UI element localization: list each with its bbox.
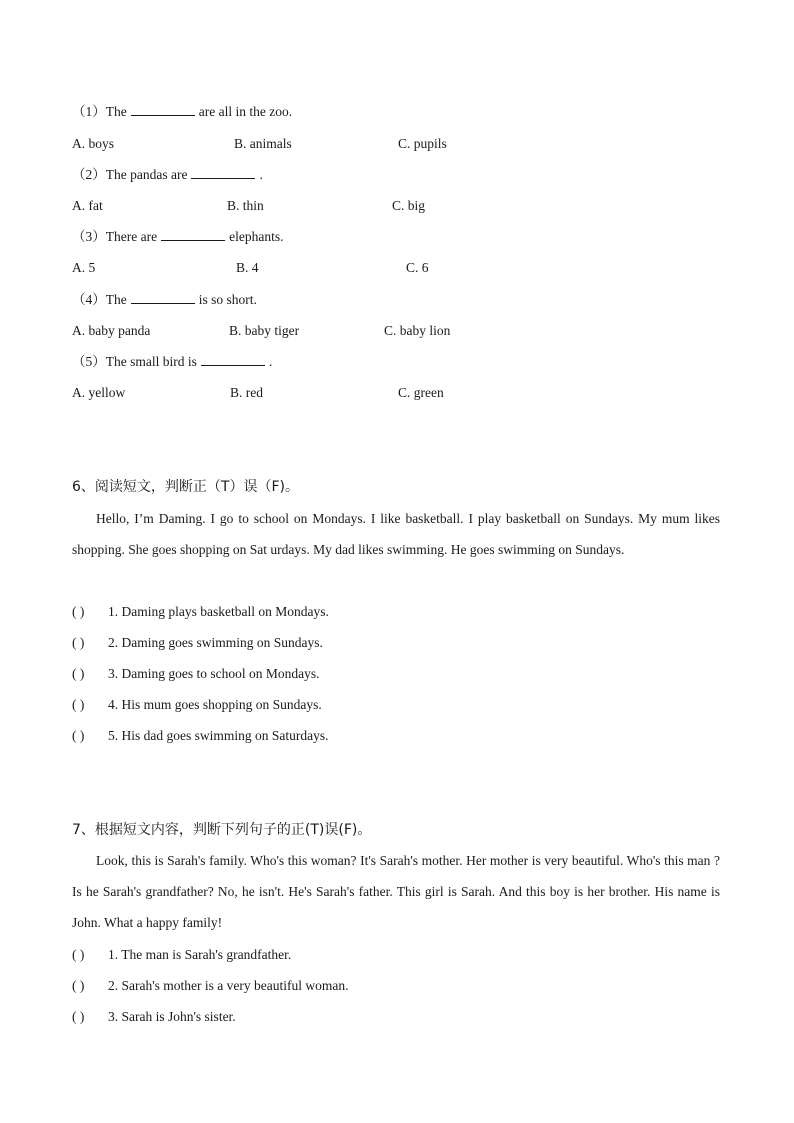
option-b: B. baby tiger (229, 323, 300, 338)
question-5 (72, 353, 272, 371)
tf-item (72, 603, 329, 621)
option-c: C. green (398, 385, 444, 400)
answer-blank (131, 103, 195, 116)
option-a: A. yellow (72, 385, 126, 400)
question-text-start: The pandas are (105, 167, 188, 182)
question-text-end: . (268, 354, 273, 369)
section-6-passage (72, 503, 720, 565)
answer-blank (131, 291, 195, 304)
statement-text: 2. Sarah's mother is a very beautiful woman. (108, 978, 349, 993)
statement-text: 3. Sarah is John's sister. (108, 1009, 236, 1024)
question-2 (72, 166, 263, 184)
answer-parentheses: ( ) (72, 947, 85, 962)
answer-parentheses: ( ) (72, 1009, 85, 1024)
tf-item (72, 727, 329, 745)
question-number: （4） (72, 292, 106, 307)
question-text-start: The (105, 292, 127, 307)
passage-text: Look, this is Sarah's family. Who's this woman? It's Sarah's mother. Her mother is very beautiful. Who's this man ? Is he Sarah's grandfather? No, he isn't. He's Sarah's father. This girl is Sarah. And this boy is her brother. His name is John. What a happy family! (72, 853, 720, 930)
option-a: A. 5 (72, 260, 96, 275)
option-c: C. baby lion (384, 323, 451, 338)
question-4 (72, 291, 257, 309)
answer-parentheses: ( ) (72, 697, 85, 712)
question-text-start: There are (105, 229, 158, 244)
answer-blank (191, 166, 255, 179)
question-text-start: The small bird is (105, 354, 197, 369)
section-7-passage (72, 845, 720, 938)
question-3 (72, 228, 283, 246)
answer-parentheses: ( ) (72, 978, 85, 993)
option-c: C. big (392, 198, 426, 213)
option-b: B. 4 (236, 260, 259, 275)
option-b: B. animals (234, 136, 292, 151)
statement-text: 3. Daming goes to school on Mondays. (108, 666, 320, 681)
question-text-end: is so short. (198, 292, 257, 307)
answer-blank (201, 353, 265, 366)
question-number: （3） (72, 229, 106, 244)
option-a: A. fat (72, 198, 103, 213)
statement-text: 1. Daming plays basketball on Mondays. (108, 604, 329, 619)
tf-item (72, 665, 320, 683)
answer-parentheses: ( ) (72, 635, 85, 650)
question-number: （2） (72, 167, 106, 182)
question-number: （5） (72, 354, 106, 369)
tf-item (72, 696, 322, 714)
tf-item (72, 977, 349, 995)
section-7-heading: 7、根据短文内容，判断下列句子的正(T)误(F)。 (72, 822, 372, 838)
question-1 (72, 103, 292, 121)
statement-text: 2. Daming goes swimming on Sundays. (108, 635, 323, 650)
question-text-end: elephants. (229, 229, 284, 244)
option-a: A. baby panda (72, 323, 151, 338)
answer-parentheses: ( ) (72, 666, 85, 681)
option-a: A. boys (72, 136, 115, 151)
section-6-heading: 6、阅读短文，判断正（T）误（F)。 (72, 479, 299, 495)
question-text-end: are all in the zoo. (198, 104, 293, 119)
statement-text: 5. His dad goes swimming on Saturdays. (108, 728, 329, 743)
question-text-end: . (259, 167, 263, 182)
tf-item (72, 1008, 236, 1026)
option-b: B. red (230, 385, 263, 400)
answer-parentheses: ( ) (72, 728, 85, 743)
statement-text: 1. The man is Sarah's grandfather. (108, 947, 292, 962)
answer-blank (161, 228, 225, 241)
statement-text: 4. His mum goes shopping on Sundays. (108, 697, 322, 712)
tf-item (72, 634, 323, 652)
tf-item (72, 946, 291, 964)
option-b: B. thin (227, 198, 264, 213)
answer-parentheses: ( ) (72, 604, 85, 619)
option-c: C. pupils (398, 136, 447, 151)
question-text-start: The (105, 104, 127, 119)
question-number: （1） (72, 104, 106, 119)
passage-text: Hello, I’m Daming. I go to school on Mondays. I like basketball. I play basketball on Sundays. My mum likes shopping. She goes shopping on Sat urdays. My dad likes swimming. He goes swimming on Sundays. (72, 511, 720, 557)
option-c: C. 6 (406, 260, 429, 275)
